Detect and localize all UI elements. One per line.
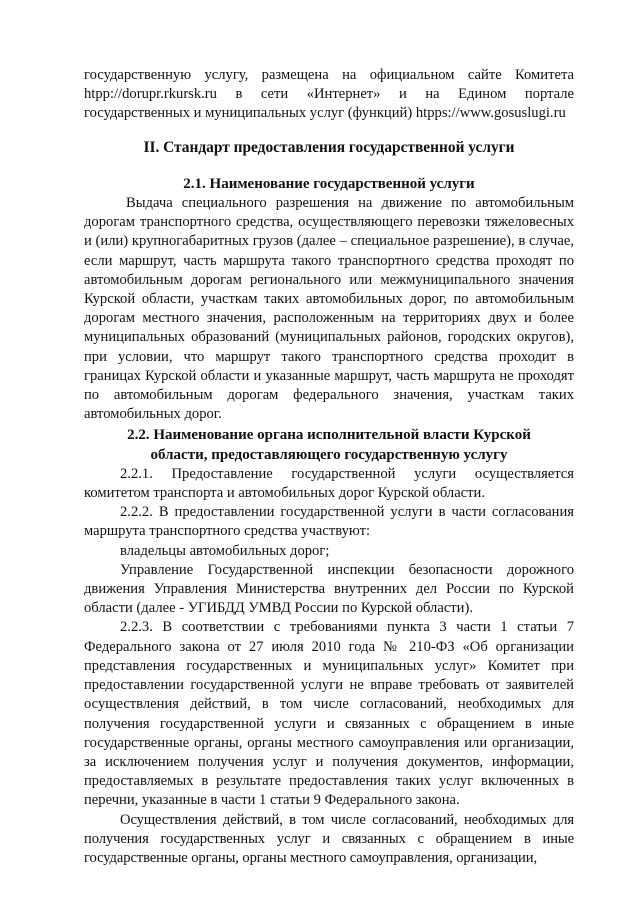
paragraph-2-2-1: 2.2.1. Предоставление государственной услуги осуществляется комитетом транспорта и автомобильных дорог Курской области. [84, 465, 574, 502]
subsection-2-1-title: 2.1. Наименование государственной услуги [183, 175, 475, 192]
closing-paragraph: Осуществления действий, в том числе согласований, необходимых для получения государственных услуг и связанных с обращением в иные государственные органы, органы местного самоуправления, организации, [84, 811, 574, 866]
section-title: II. Стандарт предоставления государственной услуги [143, 138, 515, 156]
intro-paragraph: государственную услугу, размещена на официальном сайте Комитета htpp://dorupr.rkursk.ru в сети «Интернет» и на Едином портале государственных и муниципальных услуг (функций) htpps://www.gosuslugi.ru [84, 67, 574, 122]
list-item-road-owners: владельцы автомобильных дорог; [120, 542, 330, 559]
paragraph-2-2-3: 2.2.3. В соответствии с требованиями пункта 3 части 1 статьи 7 Федерального закона от 27 июля 2010 года № 210-ФЗ «Об организации представления государственных и муниципальных услуг» Комитет при предоставлении государственной услуги не вправе требовать от заявителей осуществления действий, в том числе согласований, необходимых для получения государственной услуги и связанных с обращением в иные государственные органы, органы местного самоуправления или организации, за исключением получения услуг и получения документов, информации, предоставляемых в результате предоставления таких услуг включенных в перечни, указанные в части 1 статьи 9 Федерального закона. [84, 619, 574, 809]
document-page [84, 66, 574, 868]
subsection-2-2-title-line1: 2.2. Наименование органа исполнительной власти Курской [127, 427, 531, 444]
subsection-2-1-text: Выдача специального разрешения на движение по автомобильным дорогам транспортного средства, осуществляющего перевозки тяжеловесных и (или) крупногабаритных грузов (далее – специальное разрешение), в случае, если маршрут, часть маршрута такого транспортного средства проходят по автомобильным дорогам регионального или межмуниципального значения Курской области, участкам таких автомобильных дорог, по автомобильным дорогам местного значения, расположенным на территориях двух и более муниципальных образований (муниципальных районов, городских округов), при условии, что маршрут такого транспортного средства проходит в границах Курской области и указанные маршрут, часть маршрута не проходят по автомобильным дорогам федерального значения, участкам таких автомобильных дорог. [84, 195, 574, 423]
paragraph-2-2-2: 2.2.2. В предоставлении государственной услуги в части согласования маршрута транспортного средства участвуют: [84, 504, 574, 540]
subsection-2-2-title-line2: области, предоставляющего государственную услугу [150, 446, 508, 463]
list-item-traffic-police: Управление Государственной инспекции безопасности дорожного движения Управления Министерства внутренних дел России по Курской области (далее - УГИБДД УМВД России по Курской области). [84, 561, 574, 617]
